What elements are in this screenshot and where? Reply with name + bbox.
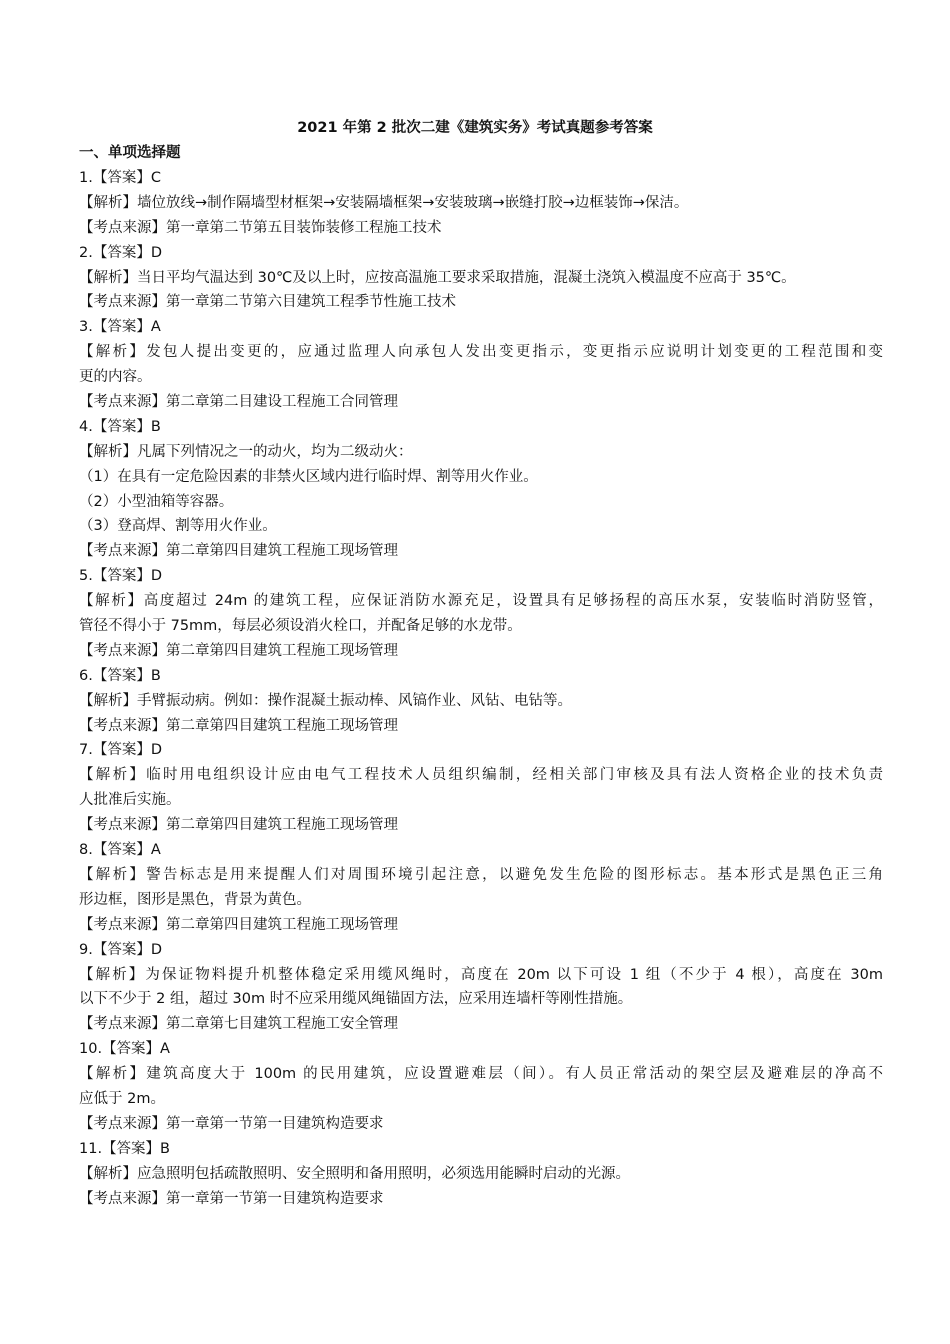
answer-line: 2.【答案】D bbox=[79, 244, 162, 261]
explanation-line: 以下不少于 2 组，超过 30m 时不应采用缆风绳锚固方法，应采用连墙杆等刚性措施。 bbox=[79, 991, 633, 1008]
source-line: 【考点来源】第二章第四目建筑工程施工现场管理 bbox=[79, 717, 398, 734]
explanation-line: 【解析】建筑高度大于 100m 的民用建筑，应设置避难层（间）。有人员正常活动的架空层及避难层的净高不 bbox=[79, 1066, 883, 1083]
source-line: 【考点来源】第二章第四目建筑工程施工现场管理 bbox=[79, 543, 398, 560]
explanation-line: 【解析】凡属下列情况之一的动火，均为二级动火： bbox=[79, 443, 413, 460]
answer-line: 1.【答案】C bbox=[79, 170, 161, 186]
explanation-line: 【解析】为保证物料提升机整体稳定采用缆风绳时，高度在 20m 以下可设 1 组（不少于 4 根），高度在 30m bbox=[79, 966, 883, 983]
answer-line: 5.【答案】D bbox=[79, 568, 162, 585]
list-item: （1）在具有一定危险因素的非禁火区域内进行临时焊、割等用火作业。 bbox=[79, 468, 538, 485]
source-line: 【考点来源】第二章第七目建筑工程施工安全管理 bbox=[79, 1016, 398, 1033]
document-title: 2021 年第 2 批次二建《建筑实务》考试真题参考答案 bbox=[297, 120, 653, 136]
explanation-line: 人批准后实施。 bbox=[79, 792, 181, 809]
answer-content bbox=[79, 166, 883, 1211]
answer-line: 6.【答案】B bbox=[79, 667, 161, 684]
answer-line: 7.【答案】D bbox=[79, 742, 162, 759]
explanation-line: 【解析】应急照明包括疏散照明、安全照明和备用照明，必须选用能瞬时启动的光源。 bbox=[79, 1165, 630, 1182]
source-line: 【考点来源】第一章第二节第五目装饰装修工程施工技术 bbox=[79, 219, 442, 236]
explanation-line: 更的内容。 bbox=[79, 369, 152, 386]
answer-line: 11.【答案】B bbox=[79, 1140, 171, 1157]
source-line: 【考点来源】第二章第二目建设工程施工合同管理 bbox=[79, 394, 398, 411]
explanation-line: 管径不得小于 75mm，每层必须设消火栓口，并配备足够的水龙带。 bbox=[79, 618, 522, 635]
answer-line: 9.【答案】D bbox=[79, 941, 162, 958]
explanation-line: 【解析】当日平均气温达到 30℃及以上时，应按高温施工要求采取措施，混凝土浇筑入模温度不应高于 35℃。 bbox=[79, 269, 796, 286]
explanation-line: 形边框，图形是黑色，背景为黄色。 bbox=[79, 891, 311, 908]
source-line: 【考点来源】第二章第四目建筑工程施工现场管理 bbox=[79, 916, 398, 933]
answer-line: 3.【答案】A bbox=[79, 319, 161, 336]
list-item: （3）登高焊、割等用火作业。 bbox=[79, 518, 277, 535]
explanation-line: 应低于 2m。 bbox=[79, 1090, 165, 1107]
source-line: 【考点来源】第一章第一节第一目建筑构造要求 bbox=[79, 1115, 384, 1132]
answer-line: 4.【答案】B bbox=[79, 418, 161, 435]
section-heading: 一、单项选择题 bbox=[79, 145, 181, 161]
answer-line: 10.【答案】A bbox=[79, 1041, 170, 1058]
explanation-line: 【解析】临时用电组织设计应由电气工程技术人员组织编制，经相关部门审核及具有法人资格企业的技术负责 bbox=[79, 767, 883, 784]
source-line: 【考点来源】第一章第二节第六目建筑工程季节性施工技术 bbox=[79, 294, 456, 311]
explanation-line: 【解析】高度超过 24m 的建筑工程，应保证消防水源充足，设置具有足够扬程的高压水泵，安装临时消防竖管， bbox=[79, 593, 883, 610]
source-line: 【考点来源】第二章第四目建筑工程施工现场管理 bbox=[79, 817, 398, 834]
explanation-line: 【解析】手臂振动病。例如：操作混凝土振动棒、风镐作业、风钻、电钻等。 bbox=[79, 692, 572, 709]
list-item: （2）小型油箱等容器。 bbox=[79, 493, 234, 510]
source-line: 【考点来源】第二章第四目建筑工程施工现场管理 bbox=[79, 642, 398, 659]
explanation-line: 【解析】警告标志是用来提醒人们对周围环境引起注意，以避免发生危险的图形标志。基本形式是黑色正三角 bbox=[79, 866, 883, 883]
answer-line: 8.【答案】A bbox=[79, 842, 161, 859]
explanation-line: 【解析】发包人提出变更的，应通过监理人向承包人发出变更指示，变更指示应说明计划变更的工程范围和变 bbox=[79, 344, 883, 361]
explanation-line: 【解析】墙位放线→制作隔墙型材框架→安装隔墙框架→安装玻璃→嵌缝打胶→边框装饰→保洁。 bbox=[79, 194, 689, 211]
source-line: 【考点来源】第一章第一节第一目建筑构造要求 bbox=[79, 1190, 384, 1207]
